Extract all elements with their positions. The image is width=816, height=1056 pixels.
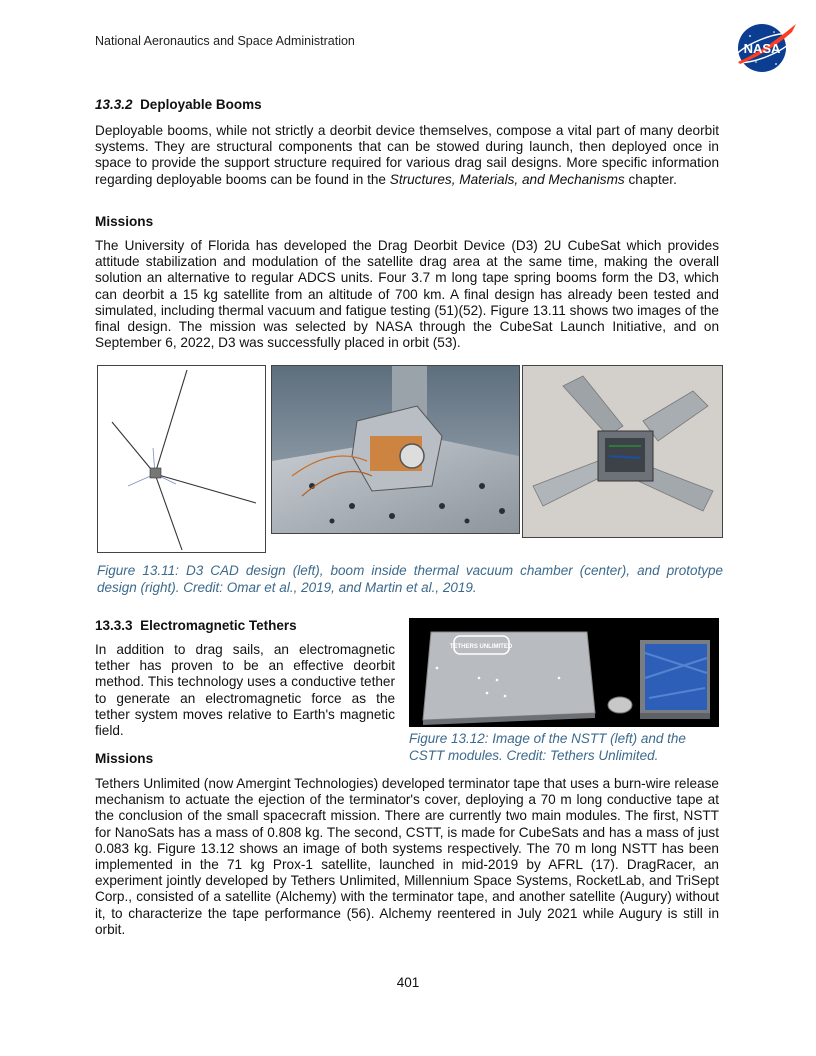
electromagnetic-tethers-missions-text: Tethers Unlimited (now Amergint Technologies) developed terminator tape that uses a burn-wire release mechanism to actuate the ejection of the terminator's cover, deploying a 70 m long conductive tape at the conclusion of the small spacecraft mission. There are currently two main modules. The first, NSTT for NanoSats has a mass of 0.808 kg. The second, CSTT, is made for CubeSats and has a mass of just 0.083 kg. Figure 13.12 shows an image of both systems respectively. The 70 m long NSTT has been implemented in the 71 kg Prox-1 satellite, launched in mid-2019 by AFRL (17). DragRacer, an experiment jointly developed by Tethers Unlimited, Millennium Space Systems, RocketLab, and TriSept Corp., consisted of a satellite (Alchemy) with the terminator tape, and another satellite (Augury) without it, to characterize the tape performance (56). Alchemy reentered in July 2021 while Augury is still in orbit. — [95, 776, 719, 937]
svg-text:TETHERS UNLIMITED: TETHERS UNLIMITED — [449, 644, 513, 650]
missions-heading-booms: Missions — [95, 214, 154, 229]
electromagnetic-tethers-intro: In addition to drag sails, an electromagnetic tether has proven to be an effective deorbit method. This technology uses a conductive tether to generate an electromagnetic force as the tether system moves relative to Earth's magnetic field. — [95, 642, 395, 739]
figure-thermal-vacuum-chamber-photo — [271, 365, 520, 534]
deployable-booms-missions-text: The University of Florida has developed the Drag Deorbit Device (D3) 2U CubeSat which provides attitude stabilization and modulation of the satellite drag area at the same time, making the overall solution an alternative to regular ADCS units. Four 3.7 m long tape spring booms form the D3, which can deorbit a 15 kg satellite from an altitude of 700 km. A final design has already been tested and simulated, including thermal vacuum and fatigue testing (51)(52). Figure 13.11 shows two images of the final design. The mission was selected by NASA through the CubeSat Launch Initiative, and on September 6, 2022, D3 was successfully placed in orbit (53). — [95, 238, 719, 351]
page-number: 401 — [396, 975, 420, 990]
section-title-electromagnetic-tethers: 13.3.3 Electromagnetic Tethers — [95, 618, 297, 633]
svg-text:NASA: NASA — [743, 41, 781, 56]
figure-d3-prototype-photo — [522, 365, 723, 538]
nasa-logo — [730, 18, 798, 76]
header-organization: National Aeronautics and Space Administration — [95, 34, 355, 48]
deployable-booms-intro: Deployable booms, while not strictly a deorbit device themselves, compose a vital part of many deorbit systems. They are structural components that can be stowed during launch, then deployed once in space to provide the support structure required for various drag sail designs. More specific information regarding deployable booms can be found in the Structures, Materials, and Mechanisms chapter. — [95, 123, 719, 187]
figure-d3-cad-image — [97, 365, 266, 553]
section-title-deployable-booms: 13.3.2 Deployable Booms — [95, 97, 262, 112]
missions-heading-tethers: Missions — [95, 751, 154, 766]
figure-nstt-cstt-photo — [409, 618, 719, 727]
figure-13-11-caption: Figure 13.11: D3 CAD design (left), boom inside thermal vacuum chamber (center), and prototype design (right). Credit: Omar et al., 2019, and Martin et al., 2019. — [97, 563, 723, 595]
figure-13-12-caption: Figure 13.12: Image of the NSTT (left) and the CSTT modules. Credit: Tethers Unlimited. — [409, 731, 686, 763]
